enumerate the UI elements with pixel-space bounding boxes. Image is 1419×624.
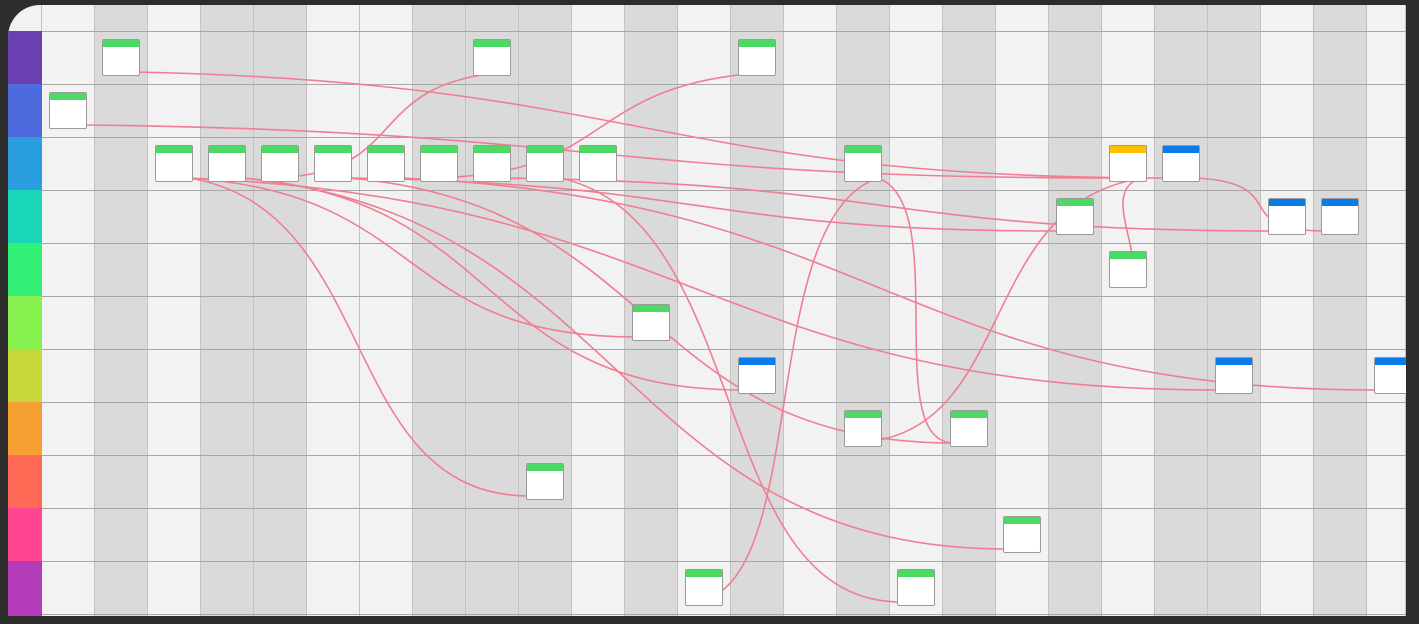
card-header-bar [156, 146, 192, 153]
card-header-bar [527, 464, 563, 471]
card-header-bar [474, 146, 510, 153]
card-header-bar [739, 40, 775, 47]
task-card[interactable] [102, 39, 140, 76]
task-card[interactable] [1109, 145, 1147, 182]
card-header-bar [633, 305, 669, 312]
card-header-bar [1110, 146, 1146, 153]
board [8, 5, 1406, 616]
card-header-bar [103, 40, 139, 47]
task-card[interactable] [1056, 198, 1094, 235]
task-card[interactable] [1162, 145, 1200, 182]
dependency-link[interactable] [878, 178, 954, 443]
card-header-bar [421, 146, 457, 153]
task-card[interactable] [950, 410, 988, 447]
task-card[interactable] [1109, 251, 1147, 288]
task-card[interactable] [420, 145, 458, 182]
dependency-link[interactable] [242, 178, 1007, 549]
dependency-link[interactable] [848, 178, 1143, 443]
task-card[interactable] [738, 357, 776, 394]
task-card[interactable] [897, 569, 935, 606]
card-header-bar [686, 570, 722, 577]
card-header-bar [898, 570, 934, 577]
task-card[interactable] [844, 410, 882, 447]
task-card[interactable] [367, 145, 405, 182]
task-card[interactable] [685, 569, 723, 606]
dependency-link[interactable] [189, 178, 530, 496]
card-header-bar [1057, 199, 1093, 206]
card-header-bar [1269, 199, 1305, 206]
task-card[interactable] [1268, 198, 1306, 235]
link-layer [8, 5, 1406, 616]
task-card[interactable] [1003, 516, 1041, 553]
task-card[interactable] [844, 145, 882, 182]
card-header-bar [1004, 517, 1040, 524]
task-card[interactable] [632, 304, 670, 341]
task-card[interactable] [1321, 198, 1359, 235]
task-card[interactable] [208, 145, 246, 182]
task-card[interactable] [261, 145, 299, 182]
card-header-bar [845, 146, 881, 153]
card-header-bar [1375, 358, 1406, 365]
card-header-bar [739, 358, 775, 365]
card-header-bar [50, 93, 86, 100]
card-header-bar [1110, 252, 1146, 259]
card-header-bar [1322, 199, 1358, 206]
task-card[interactable] [473, 39, 511, 76]
card-header-bar [1163, 146, 1199, 153]
card-header-bar [580, 146, 616, 153]
card-header-bar [845, 411, 881, 418]
task-card[interactable] [526, 145, 564, 182]
card-header-bar [1216, 358, 1252, 365]
task-card[interactable] [1215, 357, 1253, 394]
dependency-link[interactable] [242, 178, 742, 390]
task-card[interactable] [49, 92, 87, 129]
card-header-bar [209, 146, 245, 153]
card-header-bar [262, 146, 298, 153]
task-card[interactable] [473, 145, 511, 182]
card-header-bar [315, 146, 351, 153]
task-card[interactable] [314, 145, 352, 182]
task-card[interactable] [738, 39, 776, 76]
task-card[interactable] [579, 145, 617, 182]
task-card[interactable] [1374, 357, 1406, 394]
card-header-bar [474, 40, 510, 47]
card-header-bar [368, 146, 404, 153]
card-header-bar [527, 146, 563, 153]
card-header-bar [951, 411, 987, 418]
task-card[interactable] [155, 145, 193, 182]
task-card[interactable] [526, 463, 564, 500]
